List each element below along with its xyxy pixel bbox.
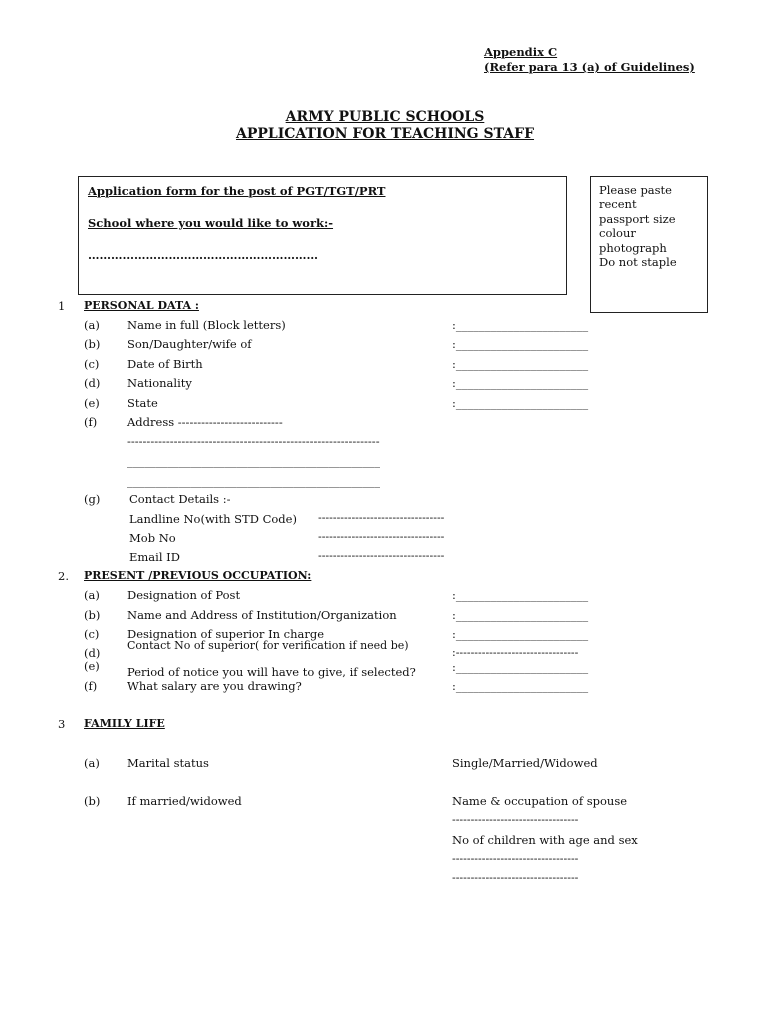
section-number: 2. [58,569,69,583]
notice-field[interactable]: :_______________________ [452,660,589,674]
refer-label: (Refer para 13 (a) of Guidelines) [484,60,695,74]
state-label: State [127,396,158,410]
superior-field[interactable]: :_______________________ [452,627,589,641]
item-letter: (c) [84,357,100,371]
superior-label: Designation of superior In charge [127,627,325,641]
section-heading-family: FAMILY LIFE [84,717,165,730]
contact-label: Contact Details :- [129,492,231,506]
item-letter: (b) [84,608,101,622]
mobile-field[interactable]: ---------------------------------- [318,530,445,543]
page-subtitle: APPLICATION FOR TEACHING STAFF [235,126,535,142]
landline-label: Landline No(with STD Code) [129,512,297,526]
notice-label: Period of notice you will have to give, if selected? [127,665,416,679]
photo-instructions [599,183,677,269]
spouse-field[interactable]: ---------------------------------- [452,813,579,826]
children-field[interactable]: ---------------------------------- [452,871,579,884]
page-title: ARMY PUBLIC SCHOOLS [285,109,485,125]
item-letter: (a) [84,756,100,770]
section-number: 1 [58,299,66,313]
institution-field[interactable]: :_______________________ [452,608,589,622]
item-letter: (b) [84,794,101,808]
name-field[interactable]: :_______________________ [452,318,589,332]
children-label: No of children with age and sex [452,833,638,847]
state-field[interactable]: :_______________________ [452,396,589,410]
spouse-label: Name & occupation of spouse [452,794,628,808]
superior-contact-label: Contact No of superior( for verification if need be) [127,639,409,652]
dob-field[interactable]: :_______________________ [452,357,589,371]
email-field[interactable]: ---------------------------------- [318,549,445,562]
item-letter: (c) [84,627,100,641]
address-line[interactable]: ----------------------------------------------------------------- [127,434,380,448]
photo-box [590,176,708,313]
relation-label: Son/Daughter/wife of [127,337,252,351]
mobile-label: Mob No [129,531,176,545]
superior-contact-field[interactable]: :--------------------------------- [452,646,579,659]
salary-label: What salary are you drawing? [127,679,302,693]
school-line: School where you would like to work:- [88,216,334,230]
institution-label: Name and Address of Institution/Organization [127,608,397,622]
appendix-label: Appendix C [484,45,558,59]
item-letter: (f) [84,415,98,429]
landline-field[interactable]: ---------------------------------- [318,511,445,524]
marital-options[interactable]: Single/Married/Widowed [452,756,598,770]
photo-line: photograph [599,240,667,255]
designation-label: Designation of Post [127,588,241,602]
photo-line: colour [599,226,636,241]
relation-field[interactable]: :_______________________ [452,337,589,351]
item-letter: (a) [84,318,100,332]
item-letter: (d) [84,376,101,390]
marital-label: Marital status [127,756,209,770]
photo-line: recent [599,197,637,212]
item-letter: (d) [84,646,101,660]
application-box [78,176,567,295]
photo-line: Please paste [599,183,672,197]
item-letter: (e) [84,396,100,410]
children-field[interactable]: ---------------------------------- [452,852,579,865]
address-label[interactable]: Address --------------------------- [127,415,283,429]
salary-field[interactable]: :_______________________ [452,679,589,693]
nationality-label: Nationality [127,376,192,390]
section-heading-personal: PERSONAL DATA : [84,299,199,312]
address-line[interactable]: ____________________________________________ [127,454,380,468]
photo-line: Do not staple [599,255,677,270]
section-heading-occupation: PRESENT /PREVIOUS OCCUPATION: [84,569,312,582]
item-letter: (f) [84,679,98,693]
section-number: 3 [58,717,66,731]
item-letter: (a) [84,588,100,602]
name-label: Name in full (Block letters) [127,318,286,332]
post-line: Application form for the post of PGT/TGT/PRT [88,184,386,198]
email-label: Email ID [129,550,180,564]
nationality-field[interactable]: :_______________________ [452,376,589,390]
address-line[interactable]: ____________________________________________ [127,474,380,488]
dob-label: Date of Birth [127,357,203,371]
designation-field[interactable]: :_______________________ [452,588,589,602]
school-field[interactable]: …………………………………………………… [88,248,318,262]
if-married-label: If married/widowed [127,794,242,808]
photo-line: passport size [599,211,676,226]
item-letter: (g) [84,492,101,506]
item-letter: (e) [84,659,100,673]
item-letter: (b) [84,337,101,351]
